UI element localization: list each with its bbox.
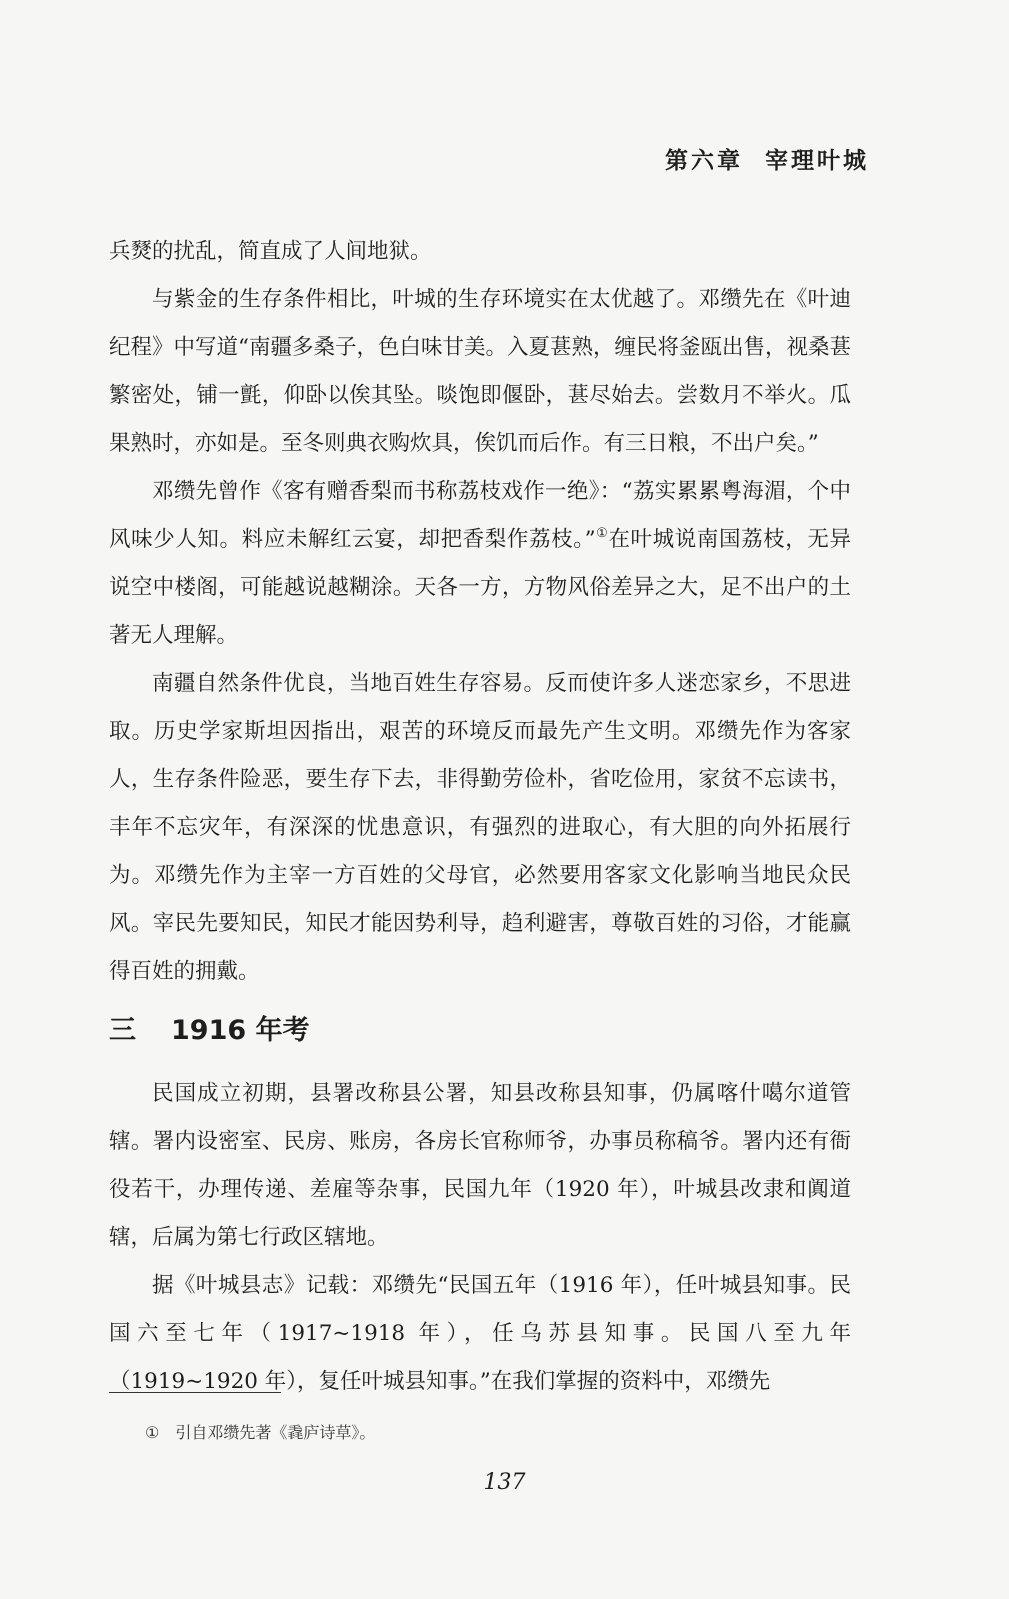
body-text-top (109, 228, 851, 996)
paragraph: 据《叶城县志》记载：邓缵先“民国五年（1916 年），任叶城县知事。民国六至七年（1917~1918 年），任乌苏县知事。民国八至九年（1919~1920 年），复任叶城县知事。”在我们掌握的资料中，邓缵先 (109, 1273, 851, 1394)
body-text-bottom (109, 1070, 851, 1406)
section-heading (109, 1008, 310, 1047)
page-number: 137 (483, 1470, 526, 1495)
poem-quote: 邓缵先曾作《客有赠香梨而书称荔枝戏作一绝》：“荔实累累粤海湄，个中风味少人知。料应未解红云宴，却把香梨作荔枝。” (109, 479, 851, 552)
paragraph: 与紫金的生存条件相比，叶城的生存环境实在太优越了。邓缵先在《叶迪纪程》中写道“南疆多桑子，色白味甘美。入夏葚熟，缠民将釜瓯出售，视桑葚繁密处，铺一氈，仰卧以俟其坠。啖饱即偃卧，葚尽始去。尝数月不举火。瓜果熟时，亦如是。至冬则典衣购炊具，俟饥而后作。有三日粮，不出户矣。” (109, 287, 851, 456)
paragraph: 民国成立初期，县署改称县公署，知县改称县知事，仍属喀什噶尔道管辖。署内设密室、民房、账房，各房长官称师爷，办事员称稿爷。署内还有衙役若干，办理传递、差雇等杂事，民国九年（1920 年），叶城县改隶和阗道辖，后属为第七行政区辖地。 (109, 1081, 851, 1250)
footnote-mark: ① (145, 1423, 160, 1442)
footnote (145, 1420, 375, 1443)
section-number: 三 (109, 1015, 136, 1046)
paragraph (109, 468, 851, 660)
chapter-title: 宰理叶城 (765, 147, 869, 174)
footnote-divider (109, 1392, 281, 1393)
paragraph: 兵燹的扰乱，简直成了人间地狱。 (109, 239, 432, 264)
chapter-label: 第六章 (665, 147, 743, 174)
footnote-reference: ① (595, 526, 609, 541)
running-head (665, 142, 869, 175)
paragraph: 南疆自然条件优良，当地百姓生存容易。反而使许多人迷恋家乡，不思进取。历史学家斯坦因指出，艰苦的环境反而最先产生文明。邓缵先作为客家人，生存条件险恶，要生存下去，非得勤劳俭朴，省吃俭用，家贫不忘读书，丰年不忘灾年，有深深的忧患意识，有强烈的进取心，有大胆的向外拓展行为。邓缵先作为主宰一方百姓的父母官，必然要用客家文化影响当地民众民风。宰民先要知民，知民才能因势利导，趋利避害，尊敬百姓的习俗，才能赢得百姓的拥戴。 (109, 671, 851, 984)
paragraph-continuation: 在叶城说南国荔枝，无异说空中楼阁，可能越说越糊涂。天各一方，方物风俗差异之大，足不出户的土著无人理解。 (109, 527, 851, 648)
section-title: 1916 年考 (171, 1015, 310, 1046)
footnote-text: 引自邓缵先著《毳庐诗草》。 (175, 1423, 376, 1442)
